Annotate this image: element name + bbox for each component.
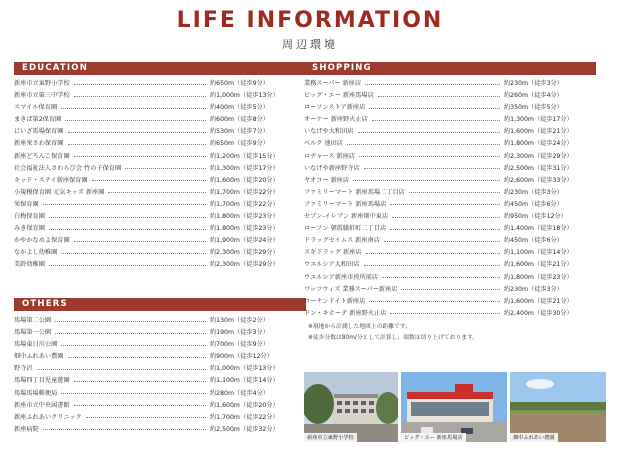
others-item-distance: 約1,700m（徒歩22分） (210, 413, 279, 421)
others-item (14, 412, 306, 424)
dotted-leader (74, 405, 206, 406)
shopping-item-distance: 約1,100m（徒歩14分） (504, 249, 573, 257)
others-list (14, 315, 306, 436)
others-header: OTHERS (14, 298, 306, 311)
others-item-distance: 約1,600m（徒歩20分） (210, 401, 279, 409)
education-item-distance: 約600m（徒歩8分） (210, 116, 269, 124)
dotted-leader (49, 217, 206, 218)
dotted-leader (74, 156, 206, 157)
farm-photo-caption: 畑中ふれあい農園 (510, 433, 558, 442)
others-item-name: 畑中ふれあい農園 (14, 353, 64, 361)
shopping-item-distance: 約1,600m（徒歩21分） (504, 128, 573, 136)
dotted-leader (37, 369, 206, 370)
shopping-item-distance: 約1,600m（徒歩21分） (504, 261, 573, 269)
shopping-item-distance: 約2,600m（徒歩33分） (504, 176, 573, 184)
shopping-item-name: コーナンドイト新座店 (304, 297, 366, 305)
dotted-leader (364, 265, 500, 266)
education-item-distance: 約530m（徒歩7分） (210, 128, 269, 136)
education-item (14, 138, 306, 150)
education-item-name: 新座栄さわ保育園 (14, 140, 64, 148)
shopping-item-name: スギドラッグ 新座店 (304, 249, 362, 257)
education-item-distance: 約1,900m（徒歩24分） (210, 237, 279, 245)
shopping-item (304, 138, 596, 150)
education-item-distance: 約1,300m（徒歩17分） (210, 164, 279, 172)
others-item-distance: 約190m（徒歩3分） (210, 329, 269, 337)
dotted-leader (401, 289, 500, 290)
page-subtitle: 周辺環境 (282, 38, 338, 51)
dotted-leader (61, 393, 206, 394)
education-item-distance: 約1,600m（徒歩20分） (210, 176, 279, 184)
shopping-item (304, 211, 596, 223)
education-section (14, 62, 306, 272)
education-item-name: 白梅保育園 (14, 213, 45, 221)
others-section (14, 298, 306, 436)
shopping-item (304, 151, 596, 163)
shopping-item-distance: 約1,800m（徒歩23分） (504, 273, 573, 281)
shopping-item-distance: 約950m（徒歩12分） (504, 213, 567, 221)
others-item (14, 327, 306, 339)
shopping-item (304, 126, 596, 138)
shopping-item-distance: 約2,300m（徒歩29分） (504, 152, 573, 160)
shopping-item-name: 業務スーパー 新座店 (304, 80, 362, 87)
school-photo-caption: 新座市立東野小学校 (304, 433, 357, 442)
dotted-leader (61, 253, 206, 254)
education-item-distance: 約1,200m（徒歩15分） (210, 152, 279, 160)
education-item-distance: 約650m（徒歩9分） (210, 80, 269, 87)
shopping-item-distance: 約2,400m（徒歩30分） (504, 309, 573, 317)
dotted-leader (384, 241, 500, 242)
farm-photo (510, 372, 606, 442)
others-item-name: 馬場馬場郵便局 (14, 389, 58, 397)
education-item (14, 151, 306, 163)
others-item (14, 315, 306, 327)
dotted-leader (49, 229, 206, 230)
dotted-leader (65, 120, 206, 121)
dotted-leader (378, 96, 500, 97)
shopping-item-name: ウエルシア大和田店 (304, 261, 360, 269)
education-item-distance: 約1,700m（徒歩22分） (210, 200, 279, 208)
education-item-name: かやかなめよ保育園 (14, 237, 70, 245)
education-item-distance: 約1,700m（徒歩22分） (210, 188, 279, 196)
education-item-distance: 約2,300m（徒歩29分） (210, 249, 279, 257)
others-item (14, 400, 306, 412)
education-item-name: 新座市立東野小学校 (14, 80, 70, 87)
education-item-name: 小規模保育園 元気キッズ 新座園 (14, 188, 105, 196)
shopping-item-name: ローソンストア新座店 (304, 104, 366, 112)
shopping-item-name: ヤオコー 新座店 (304, 176, 350, 184)
dotted-leader (409, 192, 500, 193)
dotted-leader (365, 84, 500, 85)
others-item (14, 375, 306, 387)
others-item-name: 新座市立中央図書館 (14, 401, 70, 409)
education-item (14, 247, 306, 259)
shopping-item-name: ドン・キホーテ 新座野火止店 (304, 309, 387, 317)
dotted-leader (86, 417, 206, 418)
education-item (14, 223, 306, 235)
dotted-leader (369, 108, 500, 109)
education-header: EDUCATION (14, 62, 306, 75)
dotted-leader (74, 96, 206, 97)
others-item-name: 馬場第二公園 (14, 317, 52, 324)
shopping-item-name: ローソン 朝霞膝折町二丁目店 (304, 225, 387, 233)
shopping-item-name: いなげや新座野寺店 (304, 164, 360, 172)
shopping-item (304, 247, 596, 259)
education-item-distance: 約2,300m（徒歩29分） (210, 261, 279, 269)
shopping-item (304, 284, 596, 296)
others-item-distance: 約900m（徒歩12分） (210, 353, 273, 361)
education-item (14, 235, 306, 247)
others-item-name: 野寺沢 (14, 365, 33, 373)
shopping-item-distance: 約260m（徒歩4分） (504, 92, 563, 100)
education-item-name: なかよし幼稚園 (14, 249, 58, 257)
dotted-leader (392, 217, 500, 218)
education-item-name: 新座どろんこ保育園 (14, 152, 70, 160)
education-item-name: 美鈴幼稚園 (14, 261, 45, 269)
shopping-item-name: ウエルシア新座市役所前店 (304, 273, 379, 281)
others-item (14, 424, 306, 436)
education-item-name: スマイル保育園 (14, 104, 58, 112)
education-item-distance: 約400m（徒歩5分） (210, 104, 269, 112)
dotted-leader (55, 321, 206, 322)
others-item (14, 339, 306, 351)
dotted-leader (43, 204, 206, 205)
dotted-leader (68, 132, 207, 133)
others-item-distance: 約700m（徒歩9分） (210, 341, 269, 349)
dotted-leader (390, 313, 500, 314)
education-item-name: 新座市立第三中学校 (14, 92, 70, 100)
education-item (14, 259, 306, 271)
education-item-name: 社会福祉法人さわらび会 竹の子保育園 (14, 164, 122, 172)
education-item (14, 211, 306, 223)
dotted-leader (359, 156, 500, 157)
dotted-leader (92, 180, 206, 181)
education-item (14, 90, 306, 102)
shopping-item (304, 187, 596, 199)
education-item (14, 102, 306, 114)
shopping-item-distance: 約230m（徒歩3分） (504, 188, 563, 196)
distance-note: ※現地から計測した地図上の距離です。 (308, 323, 411, 330)
dotted-leader (74, 84, 206, 85)
shopping-item (304, 114, 596, 126)
others-item-distance: 約2,500m（徒歩32分） (210, 425, 279, 433)
education-item (14, 199, 306, 211)
shopping-item (304, 235, 596, 247)
shopping-item-distance: 約1,800m（徒歩24分） (504, 140, 573, 148)
dotted-leader (61, 345, 206, 346)
shopping-item-distance: 約2,500m（徒歩31分） (504, 164, 573, 172)
dotted-leader (55, 333, 206, 334)
education-item-name: みき保育園 (14, 225, 45, 233)
shopping-header: SHOPPING (304, 62, 596, 75)
shopping-item (304, 90, 596, 102)
education-item-distance: 約1,000m（徒歩13分） (210, 92, 279, 100)
others-item-name: 馬場第一公園 (14, 329, 52, 337)
shopping-item (304, 199, 596, 211)
school-photo (304, 372, 398, 442)
education-item (14, 114, 306, 126)
shopping-item (304, 102, 596, 114)
shopping-item-name: ビッグ・エー 新座馬場店 (304, 92, 374, 100)
others-item (14, 351, 306, 363)
education-item (14, 163, 306, 175)
shopping-section (304, 62, 596, 344)
others-item-distance: 約130m（徒歩2分） (210, 317, 269, 324)
education-item (14, 126, 306, 138)
shopping-item (304, 272, 596, 284)
photo-strip (304, 372, 606, 442)
dotted-leader (74, 381, 206, 382)
dotted-leader (68, 144, 207, 145)
dotted-leader (125, 168, 206, 169)
dotted-leader (382, 277, 500, 278)
dotted-leader (364, 168, 500, 169)
dotted-leader (390, 229, 500, 230)
others-item-name: 馬場東日川公園 (14, 341, 58, 349)
others-item (14, 388, 306, 400)
education-item-name: にいざ馬場保育園 (14, 128, 64, 136)
shopping-item-name: ファミリーマート 新座馬場二丁目店 (304, 188, 405, 196)
shopping-item-distance: 約350m（徒歩5分） (504, 104, 563, 112)
education-item (14, 187, 306, 199)
dotted-leader (43, 429, 206, 430)
shopping-list (304, 78, 596, 320)
dotted-leader (108, 192, 206, 193)
shopping-item (304, 163, 596, 175)
education-item-name: 栄保育園 (14, 200, 39, 208)
education-item (14, 78, 306, 90)
shopping-item-name: ベルク 池田店 (304, 140, 343, 148)
dotted-leader (369, 301, 500, 302)
others-item-distance: 約1,000m（徒歩13分） (210, 365, 279, 373)
others-item-distance: 約280m（徒歩4分） (210, 389, 269, 397)
supermarket-photo (401, 372, 507, 442)
shopping-item-name: ドラッグセイムス 新座南店 (304, 237, 380, 245)
dotted-leader (353, 180, 500, 181)
shopping-item-name: ロヂャース 新座店 (304, 152, 355, 160)
education-item-distance: 約650m（徒歩9分） (210, 140, 269, 148)
shopping-item (304, 259, 596, 271)
education-item (14, 175, 306, 187)
shopping-item (304, 175, 596, 187)
others-item-distance: 約1,100m（徒歩14分） (210, 377, 279, 385)
education-item-name: まきば第2保育園 (14, 116, 62, 124)
shopping-item (304, 223, 596, 235)
dotted-leader (68, 357, 207, 358)
shopping-item-name: いなげや大和田店 (304, 128, 354, 136)
education-item-name: キッド・ステイ新座保育園 (14, 176, 88, 184)
education-item-distance: 約1,800m（徒歩23分） (210, 213, 279, 221)
shopping-item-distance: 約230m（徒歩3分） (504, 80, 563, 87)
dotted-leader (390, 204, 500, 205)
others-item (14, 363, 306, 375)
education-list (14, 78, 306, 272)
shopping-item-distance: 約1,300m（徒歩17分） (504, 116, 573, 124)
shopping-item-distance: 約450m（徒歩6分） (504, 200, 563, 208)
shopping-item (304, 308, 596, 320)
others-item-name: 新座ふれあいクリニック (14, 413, 82, 421)
shopping-item-name: セブン-イレブン 新座畑中東店 (304, 213, 389, 221)
others-item-name: 新座病院 (14, 425, 39, 433)
dotted-leader (49, 265, 206, 266)
page-title: LIFE INFORMATION (176, 8, 444, 33)
shopping-item-name: ファミリーマート 新座馬場店 (304, 200, 387, 208)
supermarket-photo-caption: ビッグ・エー 新座馬場店 (401, 433, 466, 442)
shopping-item-distance: 約230m（徒歩3分） (504, 285, 563, 293)
dotted-leader (372, 120, 500, 121)
shopping-item-name: オーケー 新座野火止店 (304, 116, 368, 124)
dotted-leader (74, 241, 206, 242)
education-item-distance: 約1,800m（徒歩23分） (210, 225, 279, 233)
dotted-leader (347, 144, 500, 145)
shopping-item (304, 296, 596, 308)
dotted-leader (366, 253, 500, 254)
shopping-item-distance: 約1,400m（徒歩18分） (504, 225, 573, 233)
walking-time-note: ※徒歩分数は80m/分として計算し、端数は切り上げております。 (308, 334, 479, 341)
shopping-item-distance: 約1,600m（徒歩21分） (504, 297, 573, 305)
others-item-name: 馬場四丁目児童遊園 (14, 377, 70, 385)
dotted-leader (358, 132, 501, 133)
shopping-item-name: ワッツウィズ 業務スーパー新座店 (304, 285, 398, 293)
shopping-item (304, 78, 596, 90)
dotted-leader (61, 108, 206, 109)
shopping-item-distance: 約450m（徒歩6分） (504, 237, 563, 245)
